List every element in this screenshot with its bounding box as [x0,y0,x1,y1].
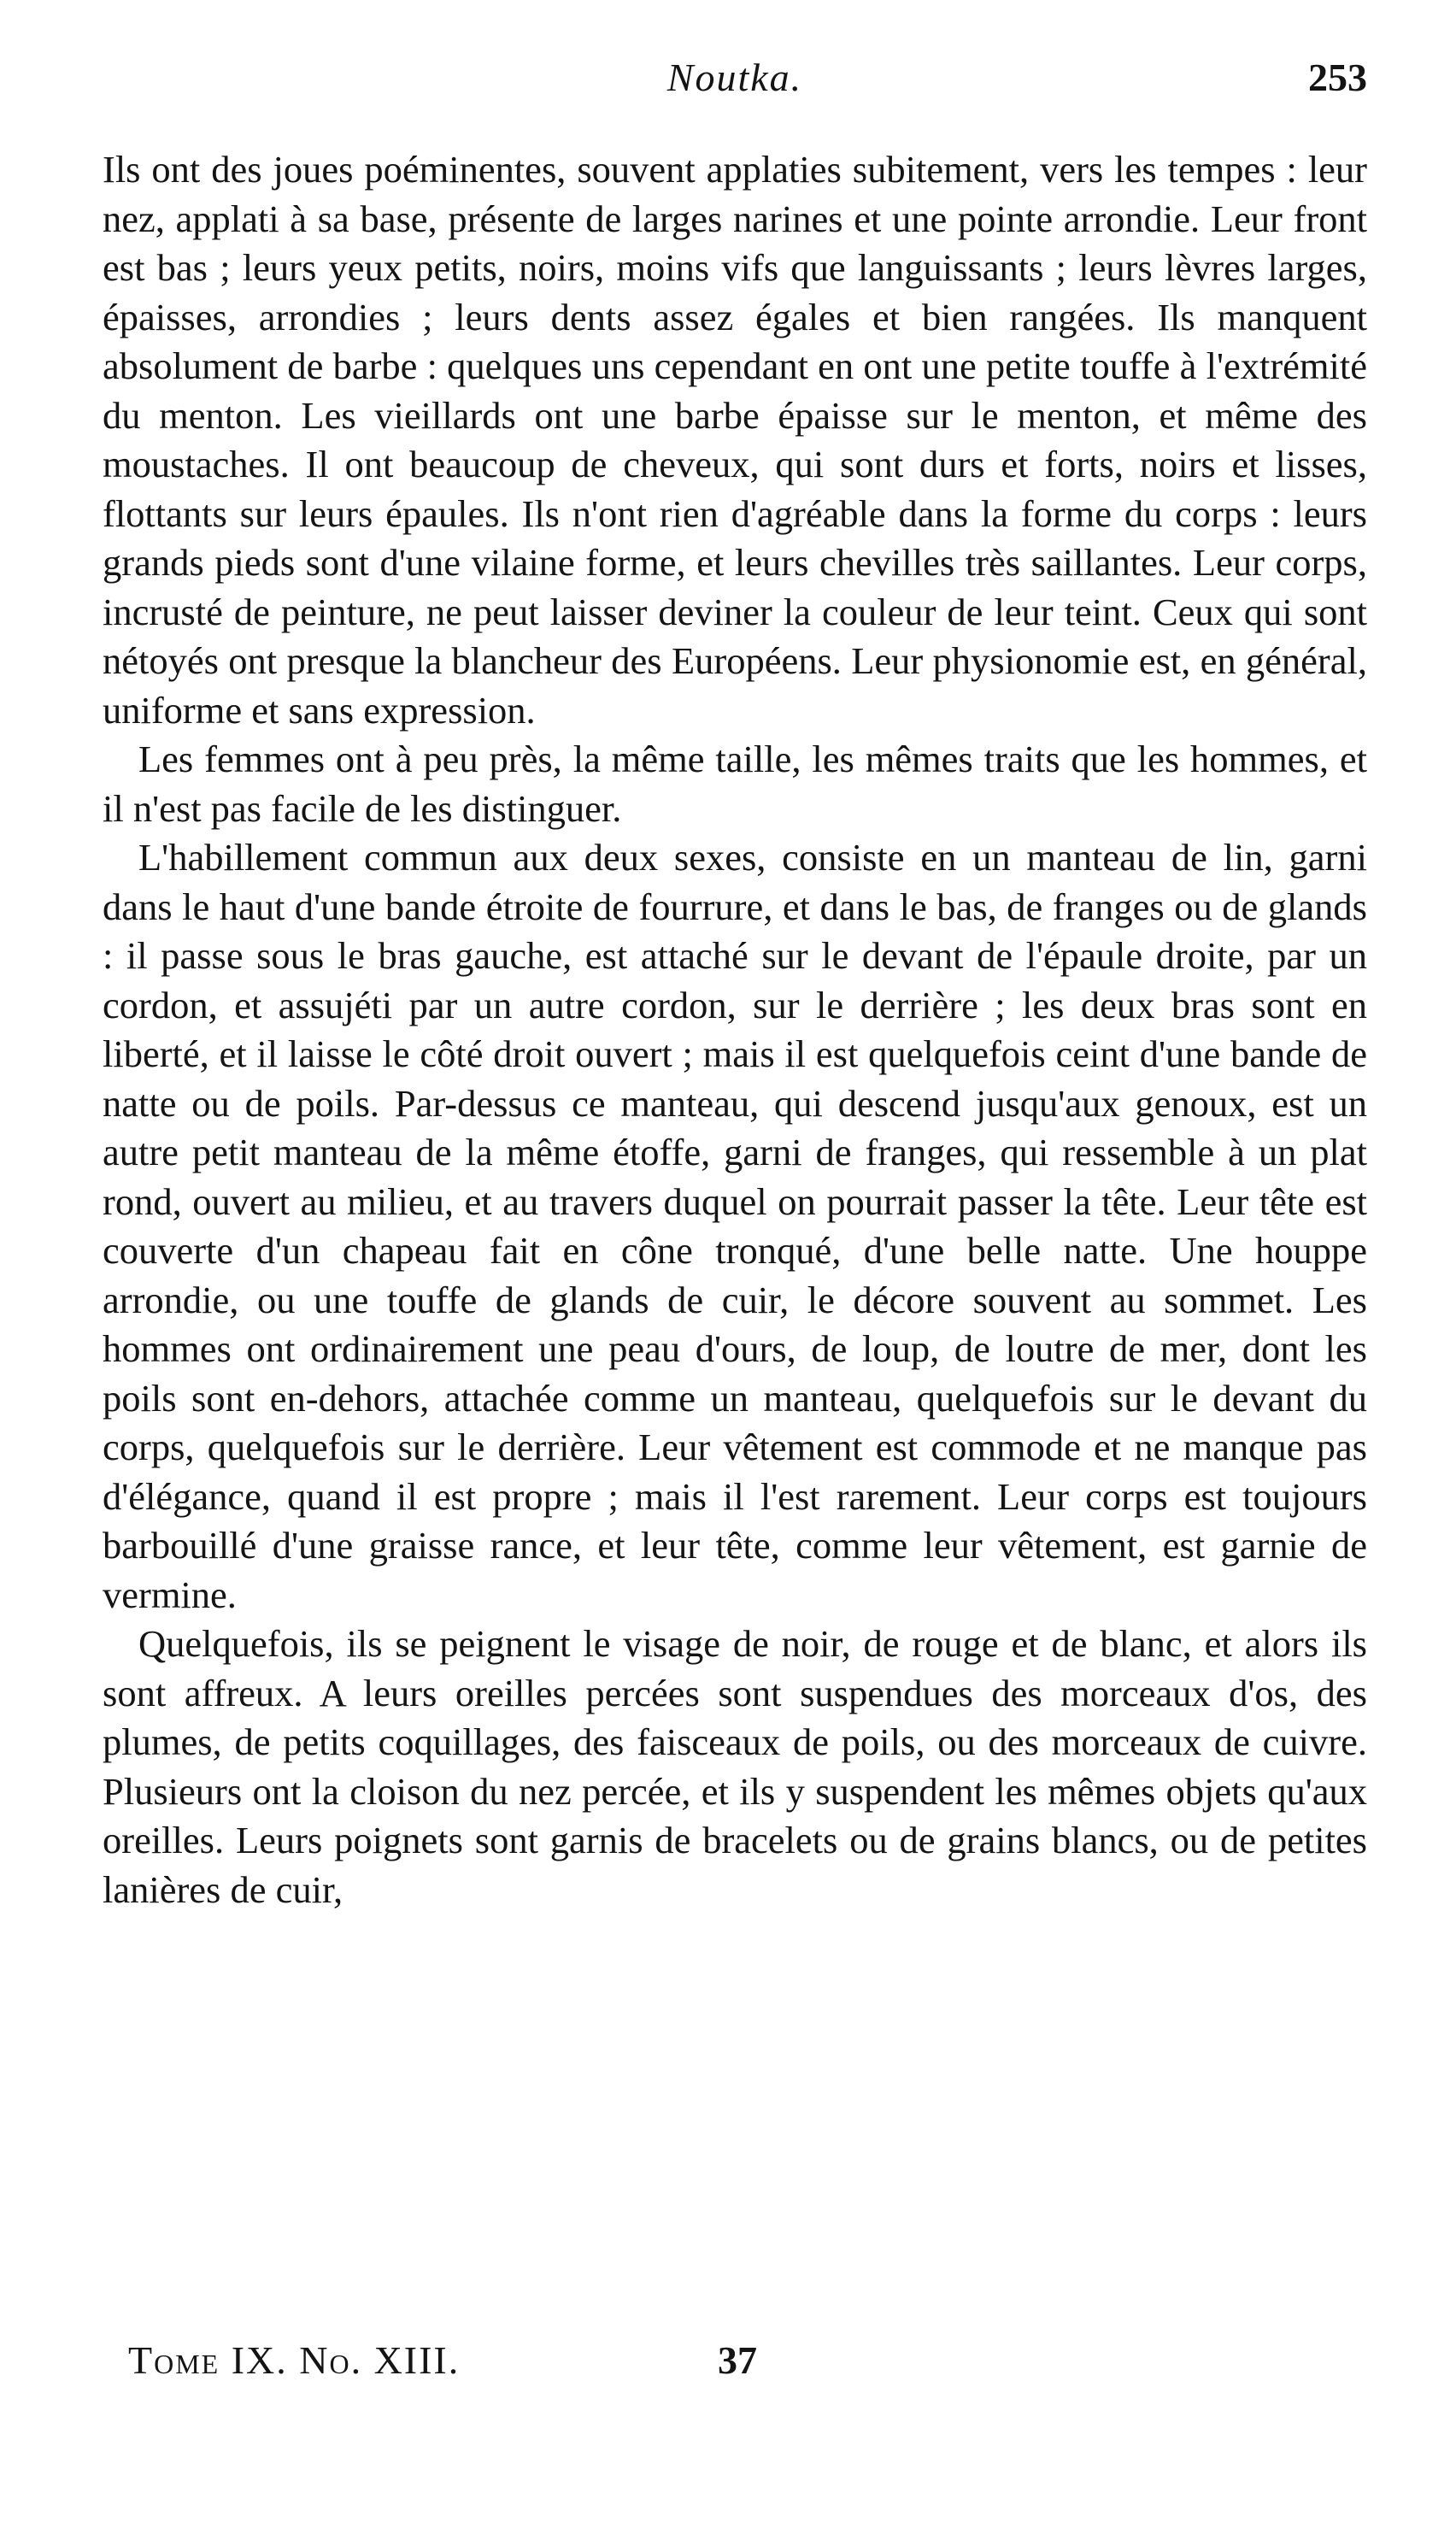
paragraph-clothing: L'habillement commun aux deux sexes, consiste en un manteau de lin, garni dans le haut d'une bande étroite de fourrure, et dans le bas, de franges ou de glands : il passe sous le bras gauche, est attaché sur le devant de l'épaule droite, par un cordon, et assujéti par un autre cordon, sur le derrière ; les deux bras sont en liberté, et il laisse le côté droit ouvert ; mais il est quelquefois ceint d'une bande de natte ou de poils. Par-dessus ce manteau, qui descend jusqu'aux genoux, est un autre petit manteau de la même étoffe, garni de franges, qui ressemble à un plat rond, ouvert au milieu, et au travers duquel on pourrait passer la tête. Leur tête est couverte d'un chapeau fait en cône tronqué, d'une belle natte. Une houppe arrondie, ou une touffe de glands de cuir, le décore souvent au sommet. Les hommes ont ordinairement une peau d'ours, de loup, de loutre de mer, dont les poils sont en-dehors, attachée comme un manteau, quelquefois sur le devant du corps, quelquefois sur le derrière. Leur vêtement est commode et ne manque pas d'élégance, quand il est propre ; mais il l'est rarement. Leur corps est toujours barbouillé d'une graisse rance, et leur tête, comme leur vêtement, est garnie de vermine. [103,836,1367,1616]
body-text [103,145,1367,1914]
volume-label: Tome IX. No. XIII. [128,2338,461,2382]
page-header [103,55,1367,123]
paragraph-ornaments: Quelquefois, ils se peignent le visage de noir, de rouge et de blanc, et alors ils sont affreux. A leurs oreilles percées sont suspendues des morceaux d'os, des plumes, de petits coquillages, des faisceaux de poils, ou des morceaux de cuivre. Plusieurs ont la cloison du nez percée, et ils y suspendent les mêmes objets qu'aux oreilles. Leurs poignets sont garnis de bracelets ou de grains blancs, ou de petites lanières de cuir, [103,1622,1367,1911]
running-title: Noutka. [666,56,803,99]
page-number: 253 [1308,56,1367,99]
paragraph-women: Les femmes ont à peu près, la même taille, les mêmes traits que les hommes, et il n'est pas facile de les distinguer. [103,738,1367,830]
page-footer [128,2337,1324,2397]
signature-mark: 37 [718,2338,757,2382]
paragraph-facial-features: Ils ont des joues poéminentes, souvent applaties subitement, vers les tempes : leur nez, applati à sa base, présente de larges narines et une pointe arrondie. Leur front est bas ; leurs yeux petits, noirs, moins vifs que languissants ; leurs lèvres larges, épaisses, arrondies ; leurs dents assez égales et bien rangées. Ils manquent absolument de barbe : quelques uns cependant en ont une petite touffe à l'extrémité du menton. Les vieillards ont une barbe épaisse sur le menton, et même des moustaches. Il ont beaucoup de cheveux, qui sont durs et forts, noirs et lisses, flottants sur leurs épaules. Ils n'ont rien d'agréable dans la forme du corps : leurs grands pieds sont d'une vilaine forme, et leurs chevilles très saillantes. Leur corps, incrusté de peinture, ne peut laisser deviner la couleur de leur teint. Ceux qui sont nétoyés ont presque la blancheur des Européens. Leur physionomie est, en général, uniforme et sans expression. [103,148,1367,732]
